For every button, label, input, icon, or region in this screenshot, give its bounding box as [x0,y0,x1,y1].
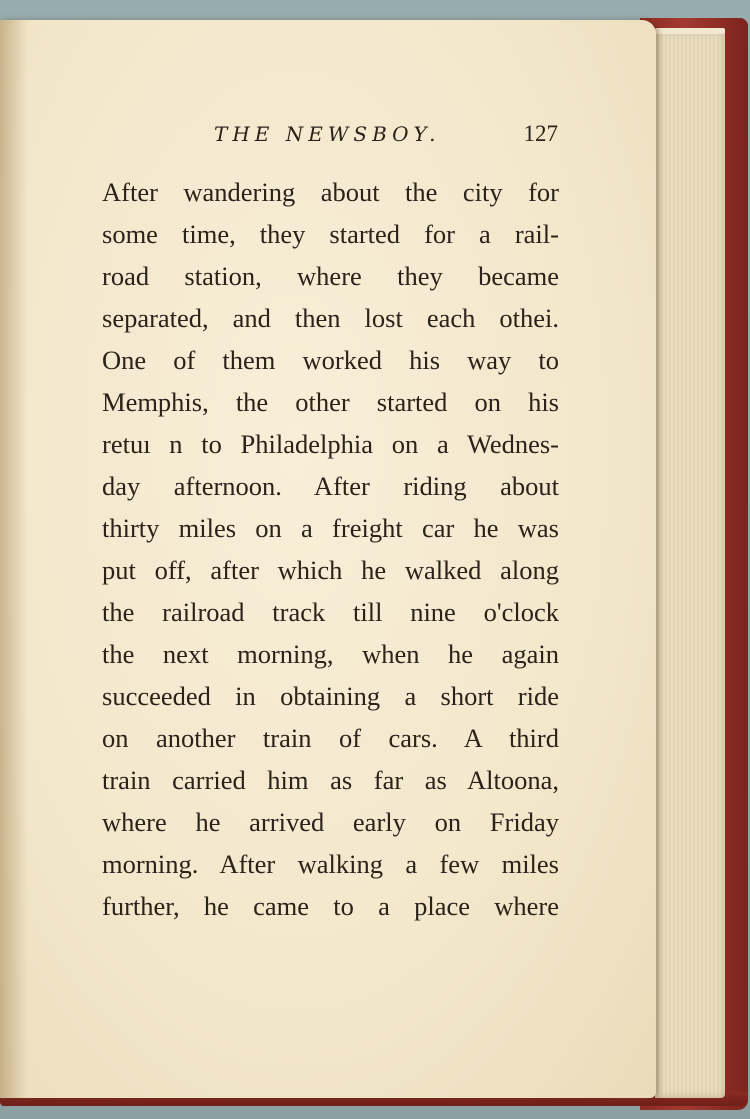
text-line: further, he came to a place where [102,891,559,921]
text-line: After wandering about the city for [102,177,559,207]
text-line: train carried him as far as Altoona, [102,765,559,795]
text-line: morning. After walking a few miles [102,849,559,879]
text-line: thirty miles on a freight car he was [102,513,559,543]
page-number: 127 [523,121,558,146]
text-line: the next morning, when he again [102,639,559,669]
text-line: road station, where they became [102,261,559,291]
running-head [100,118,558,158]
running-title: THE NEWSBOY. [214,122,441,146]
text-line: put off, after which he walked along [102,555,559,585]
text-line: One of them worked his way to [102,345,559,375]
text-line: some time, they started for a rail- [102,219,559,249]
text-line: day afternoon. After riding about [102,471,559,501]
text-line: succeeded in obtaining a short ride [102,681,559,711]
text-line: the railroad track till nine o'clock [102,597,559,627]
text-line: where he arrived early on Friday [102,807,559,837]
text-line: retuı n to Philadelphia on a Wednes- [102,429,559,459]
body-text [102,171,559,927]
page-edges-top [655,28,725,34]
page-edges [655,30,725,1098]
text-line: Memphis, the other started on his [102,387,559,417]
gutter-shadow [0,20,28,1098]
text-line: separated, and then lost each othei. [102,303,559,333]
text-line: on another train of cars. A third [102,723,559,753]
